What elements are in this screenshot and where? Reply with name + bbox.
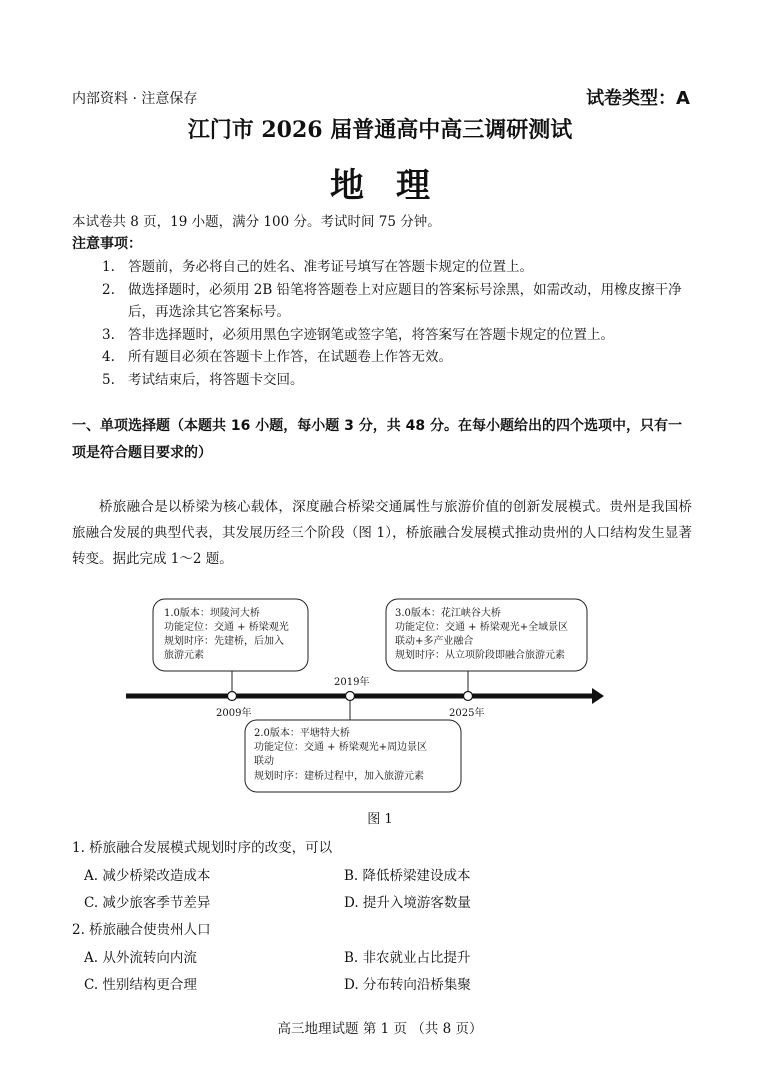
box3-line: 联动+多产业融合	[395, 636, 474, 647]
notice-number: 5.	[102, 371, 115, 388]
notice-text: 做选择题时，必须用 2B 铅笔将答题卷上对应题目的答案标号涂黑，如需改动，用橡皮擦干净后，再选涂其它答案标号。	[128, 281, 682, 320]
option-1d: D. 提升入境游客数量	[344, 895, 471, 911]
year-label-2025: 2025年	[449, 708, 485, 719]
notice-number: 3.	[102, 326, 115, 343]
notice-item	[102, 369, 692, 392]
year-label-2009: 2009年	[216, 708, 252, 719]
notice-item	[102, 279, 692, 324]
box2-line: 联动	[254, 756, 274, 767]
option-1b: B. 降低桥梁建设成本	[344, 868, 471, 884]
exam-title: 江门市 2026 届普通高中高三调研测试	[187, 117, 573, 143]
year-label-2019: 2019年	[334, 677, 370, 688]
exam-info: 本试卷共 8 页，19 小题，满分 100 分。考试时间 75 分钟。	[72, 214, 441, 230]
header-note: 内部资料 · 注意保存	[72, 91, 198, 107]
box3-line: 3.0版本：花江峡谷大桥	[395, 608, 501, 619]
notice-number: 4.	[102, 349, 115, 365]
box2-line: 规划时序：建桥过程中，加入旅游元素	[254, 771, 424, 782]
box3-line: 功能定位：交通 + 桥梁观光+全域景区	[395, 622, 569, 633]
point-2009	[228, 692, 237, 701]
paper-type: 试卷类型：A	[586, 88, 690, 109]
timeline-figure	[120, 596, 610, 796]
box3-line: 规划时序：从立项阶段即融合旅游元素	[395, 650, 565, 661]
question-stem: 1. 桥旅融合发展模式规划时序的改变，可以	[72, 840, 333, 856]
subject-title: 地理	[330, 166, 462, 206]
section-heading: 一、单项选择题（本题共 16 小题，每小题 3 分，共 48 分。在每小题给出的四个选项中，只有一项是符合题目要求的）	[72, 418, 682, 461]
box2-line: 2.0版本：平塘特大桥	[254, 728, 350, 739]
notice-item	[102, 324, 692, 347]
page-footer: 高三地理试题 第 1 页 （共 8 页）	[277, 1021, 483, 1037]
notice-text: 考试结束后，将答题卡交回。	[128, 371, 304, 388]
box1-line: 功能定位：交通 + 桥梁观光	[164, 622, 289, 633]
box2-line: 功能定位：交通 + 桥梁观光+周边景区	[254, 742, 428, 753]
box1-line: 旅游元素	[164, 650, 204, 661]
point-2025	[464, 692, 473, 701]
notice-text: 答题前，务必将自己的姓名、准考证号填写在答题卡规定的位置上。	[128, 259, 533, 275]
notice-title: 注意事项：	[72, 236, 142, 252]
timeline-arrow	[592, 688, 604, 704]
box1-line: 规划时序：先建桥，后加入	[164, 636, 284, 647]
notice-list	[102, 256, 692, 391]
question-stem: 2. 桥旅融合使贵州人口	[72, 922, 211, 938]
option-2d: D. 分布转向沿桥集聚	[344, 977, 471, 993]
point-2019	[346, 692, 355, 701]
option-2c: C. 性别结构更合理	[84, 977, 197, 993]
notice-text: 答非选择题时，必须用黑色字迹钢笔或签字笔，将答案写在答题卡规定的位置上。	[128, 326, 614, 343]
figure-caption: 图 1	[367, 812, 393, 827]
box1-line: 1.0版本：坝陵河大桥	[164, 608, 260, 619]
notice-item	[102, 346, 692, 369]
option-2a: A. 从外流转向内流	[84, 950, 197, 966]
option-1a: A. 减少桥梁改造成本	[84, 868, 211, 884]
notice-text: 所有题目必须在答题卡上作答，在试题卷上作答无效。	[128, 349, 452, 365]
notice-item	[102, 256, 692, 279]
reading-passage: 桥旅融合是以桥梁为核心载体，深度融合桥梁交通属性与旅游价值的创新发展模式。贵州是我国桥旅融合发展的典型代表，其发展历经三个阶段（图 1），桥旅融合发展模式推动贵州的人口结构发生显著转变。据此完成 1～2 题。	[72, 499, 692, 567]
option-2b: B. 非农就业占比提升	[344, 950, 471, 966]
option-1c: C. 减少旅客季节差异	[84, 895, 211, 911]
notice-number: 2.	[102, 281, 115, 298]
notice-number: 1.	[102, 259, 115, 275]
